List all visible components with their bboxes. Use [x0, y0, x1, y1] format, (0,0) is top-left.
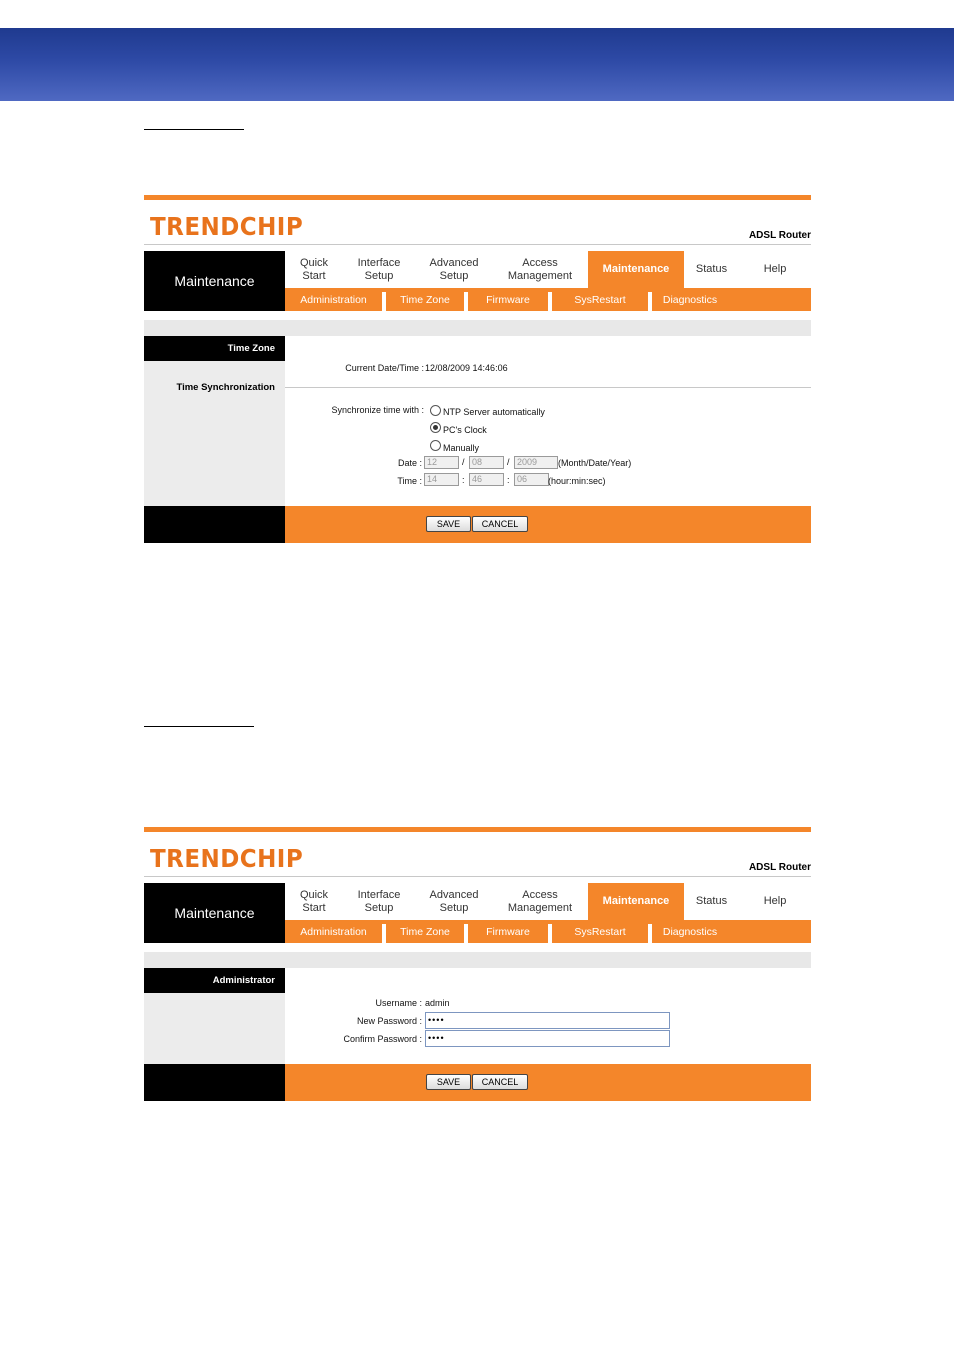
cancel-button[interactable]: CANCEL [472, 516, 528, 532]
time-minute-input[interactable]: 46 [469, 473, 504, 486]
footer-orange-cell [285, 506, 811, 543]
username-label: Username : [375, 998, 422, 1008]
current-datetime-value: 12/08/2009 14:46:06 [425, 363, 508, 373]
time-second-input[interactable]: 06 [514, 473, 549, 486]
trendchip-logo: TRENDCHIP [150, 844, 304, 873]
sync-with-label: Synchronize time with : [331, 405, 424, 415]
option-ntp-label: NTP Server automatically [443, 407, 545, 417]
time-hour-input[interactable]: 14 [424, 473, 459, 486]
radio-pcs-clock[interactable] [430, 422, 441, 433]
section-label: Maintenance [144, 251, 285, 311]
subnav-firmware[interactable]: Firmware [486, 925, 530, 938]
subnav-time-zone[interactable]: Time Zone [400, 925, 450, 938]
confirm-password-field[interactable]: •••• [425, 1030, 670, 1047]
save-button[interactable]: SAVE [426, 1074, 471, 1090]
product-name: ADSL Router [748, 230, 811, 241]
nav-access-management[interactable]: Access Management [507, 256, 573, 282]
nav-advanced-setup[interactable]: Advanced Setup [429, 888, 479, 914]
subnav-sysrestart[interactable]: SysRestart [574, 293, 626, 306]
document-header-band [0, 28, 954, 101]
action-footer [144, 1064, 811, 1101]
nav-maintenance[interactable]: Maintenance [588, 883, 684, 920]
section-heading-rule [144, 726, 254, 727]
username-value: admin [425, 998, 450, 1008]
cancel-button[interactable]: CANCEL [472, 1074, 528, 1090]
nav-maintenance[interactable]: Maintenance [588, 251, 684, 288]
time-zone-title: Time Zone [144, 336, 285, 361]
main-nav [285, 883, 811, 920]
section-heading-rule [144, 129, 244, 130]
subnav-diagnostics[interactable]: Diagnostics [662, 293, 718, 306]
date-year-input[interactable]: 2009 [514, 456, 558, 469]
footer-black-cell [144, 506, 285, 543]
time-separator: : [507, 475, 510, 485]
subnav-administration[interactable]: Administration [300, 925, 367, 938]
option-pc-clock-label: PC's Clock [443, 425, 487, 435]
time-label: Time : [397, 476, 422, 486]
administrator-title: Administrator [144, 968, 285, 993]
main-nav [285, 251, 811, 288]
sub-nav [285, 920, 811, 943]
subnav-time-zone[interactable]: Time Zone [400, 293, 450, 306]
option-manually-label: Manually [443, 443, 480, 453]
date-separator: / [462, 457, 465, 467]
nav-interface-setup[interactable]: Interface Setup [357, 888, 401, 914]
sub-nav [285, 288, 811, 311]
time-sync-label: Time Synchronization [176, 382, 275, 393]
subnav-diagnostics[interactable]: Diagnostics [662, 925, 718, 938]
nav-access-management[interactable]: Access Management [507, 888, 573, 914]
footer-black-cell [144, 1064, 285, 1101]
nav-quick-start[interactable]: Quick Start [299, 256, 329, 282]
radio-ntp-server[interactable] [430, 405, 441, 416]
section-label: Maintenance [144, 883, 285, 943]
save-button[interactable]: SAVE [426, 516, 471, 532]
nav-interface-setup[interactable]: Interface Setup [357, 256, 401, 282]
footer-orange-cell [285, 1064, 811, 1101]
timezone-panel [144, 195, 811, 543]
action-footer [144, 506, 811, 543]
nav-help[interactable]: Help [763, 263, 787, 275]
orange-top-line [144, 827, 811, 832]
divider [144, 876, 811, 877]
nav-advanced-setup[interactable]: Advanced Setup [429, 256, 479, 282]
left-label-column [144, 336, 285, 506]
subnav-firmware[interactable]: Firmware [486, 293, 530, 306]
divider [285, 387, 811, 388]
date-separator: / [507, 457, 510, 467]
date-format-hint: (Month/Date/Year) [558, 458, 632, 468]
nav-status[interactable]: Status [695, 263, 728, 275]
current-datetime-label: Current Date/Time : [345, 363, 424, 373]
date-day-input[interactable]: 08 [469, 456, 504, 469]
nav-help[interactable]: Help [763, 895, 787, 907]
trendchip-logo: TRENDCHIP [150, 212, 304, 241]
radio-manually[interactable] [430, 440, 441, 451]
date-label: Date : [397, 458, 422, 468]
date-month-input[interactable]: 12 [424, 456, 459, 469]
divider [144, 244, 811, 245]
spacer-bar [144, 952, 811, 968]
product-name: ADSL Router [748, 862, 811, 873]
confirm-password-label: Confirm Password : [343, 1034, 422, 1044]
nav-status[interactable]: Status [695, 895, 728, 907]
nav-quick-start[interactable]: Quick Start [299, 888, 329, 914]
subnav-administration[interactable]: Administration [300, 293, 367, 306]
subnav-sysrestart[interactable]: SysRestart [574, 925, 626, 938]
new-password-field[interactable]: •••• [425, 1012, 670, 1029]
time-separator: : [462, 475, 465, 485]
orange-top-line [144, 195, 811, 200]
time-format-hint: (hour:min:sec) [548, 476, 606, 486]
spacer-bar [144, 320, 811, 336]
admin-panel [144, 827, 811, 1101]
new-password-label: New Password : [356, 1016, 422, 1026]
